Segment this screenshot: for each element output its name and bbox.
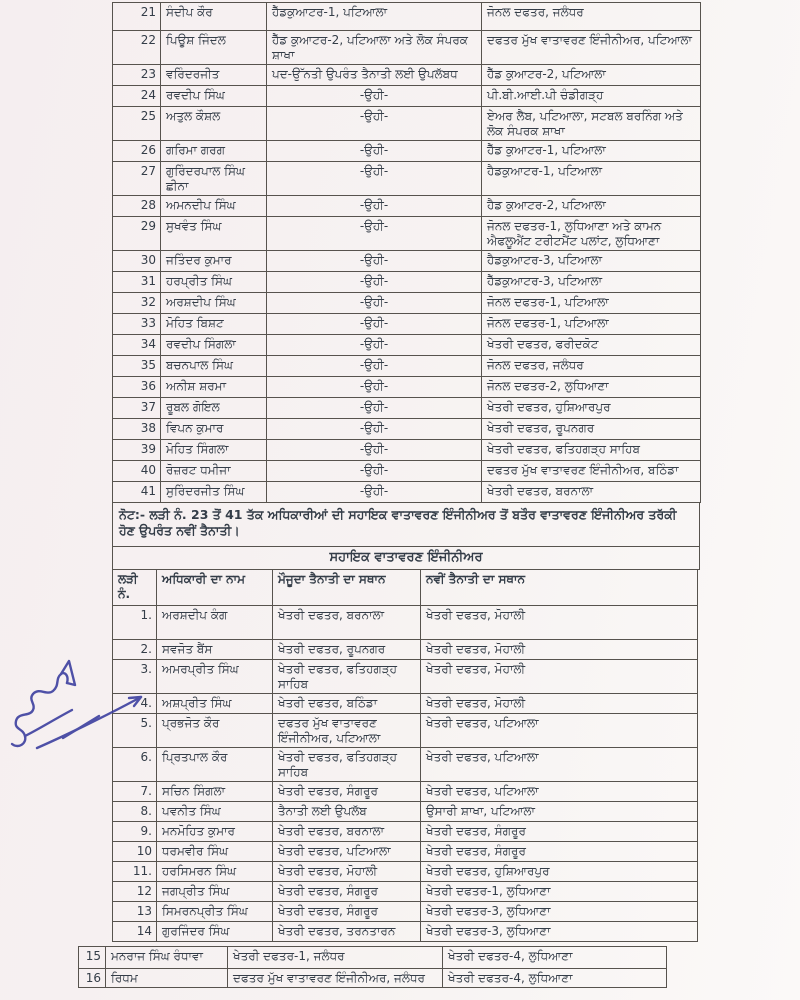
new-posting-cell: ਖੇਤਰੀ ਦਫਤਰ-3, ਲੁਧਿਆਣਾ	[421, 902, 698, 922]
serial-number-cell: 13	[113, 902, 157, 922]
table-row	[113, 842, 698, 862]
serial-number-cell: 1.	[113, 606, 157, 640]
current-posting-cell: -ਉਹੀ-	[267, 419, 482, 440]
current-posting-cell: -ਉਹੀ-	[267, 86, 482, 107]
current-posting-cell: -ਉਹੀ-	[267, 162, 482, 196]
table-row	[113, 640, 698, 660]
serial-number-cell: 10	[113, 842, 157, 862]
current-posting-cell: -ਉਹੀ-	[267, 141, 482, 162]
serial-number-cell: 7.	[113, 782, 157, 802]
serial-number-cell: 28	[113, 196, 161, 217]
new-posting-cell: ਜੋਨਲ ਦਫਤਰ, ਜਲੰਧਰ	[482, 356, 701, 377]
officer-name-cell: ਪਵਨੀਤ ਸਿੰਘ	[157, 802, 273, 822]
new-posting-cell: ਖੇਤਰੀ ਦਫਤਰ, ਹੁਸ਼ਿਆਰਪੁਰ	[421, 862, 698, 882]
current-posting-cell: -ਉਹੀ-	[267, 196, 482, 217]
table-header-row	[113, 570, 698, 606]
current-posting-cell: ਖੇਤਰੀ ਦਫਤਰ, ਤਰਨਤਾਰਨ	[273, 922, 421, 942]
serial-number-cell: 6.	[113, 748, 157, 782]
current-posting-cell: -ਉਹੀ-	[267, 440, 482, 461]
new-posting-cell: ਦਫਤਰ ਮੁੱਖ ਵਾਤਾਵਰਣ ਇੰਜੀਨੀਅਰ, ਬਠਿੰਡਾ	[482, 461, 701, 482]
current-posting-cell: ਖੇਤਰੀ ਦਫਤਰ, ਬਰਨਾਲਾ	[273, 822, 421, 842]
officer-name-cell: ਰਵਦੀਪ ਸਿੰਘ	[161, 86, 267, 107]
table-row	[113, 107, 701, 141]
continuation-table-block	[78, 946, 666, 988]
current-posting-cell: -ਉਹੀ-	[267, 377, 482, 398]
table-row	[113, 196, 701, 217]
officer-name-cell: ਸਵਜੋਤ ਬੈਂਸ	[157, 640, 273, 660]
new-posting-cell: ਹੈਡ ਕੁਆਟਰ-2, ਪਟਿਆਲਾ	[482, 196, 701, 217]
current-posting-cell: -ਉਹੀ-	[267, 461, 482, 482]
new-posting-cell: ਖੇਤਰੀ ਦਫਤਰ-4, ਲੁਧਿਆਣਾ	[443, 947, 667, 969]
section-title: ਸਹਾਇਕ ਵਾਤਾਵਰਣ ਇੰਜੀਨੀਅਰ	[112, 546, 700, 570]
new-posting-cell: ਖੇਤਰੀ ਦਫਤਰ, ਮੋਹਾਲੀ	[421, 606, 698, 640]
serial-number-cell: 40	[113, 461, 161, 482]
officer-name-cell: ਅਤੁਲ ਕੌਸ਼ਲ	[161, 107, 267, 141]
new-posting-cell: ਹੈੱਡ ਕੁਆਟਰ-1, ਪਟਿਆਲਾ	[482, 141, 701, 162]
table-row	[113, 162, 701, 196]
serial-number-cell: 15	[79, 947, 106, 969]
officer-name-cell: ਵਿਪਨ ਕੁਮਾਰ	[161, 419, 267, 440]
handwritten-signature	[2, 658, 154, 766]
table-row	[113, 802, 698, 822]
table-row	[113, 293, 701, 314]
new-posting-cell: ਖੇਤਰੀ ਦਫਤਰ, ਸੰਗਰੂਰ	[421, 842, 698, 862]
new-posting-cell: ਦਫਤਰ ਮੁੱਖ ਵਾਤਾਵਰਣ ਇੰਜੀਨੀਅਰ, ਪਟਿਆਲਾ	[482, 31, 701, 65]
officer-name-cell: ਸੁਖਵੰਤ ਸਿੰਘ	[161, 217, 267, 251]
table-row	[79, 947, 667, 969]
current-posting-cell: ਖੇਤਰੀ ਦਫਤਰ, ਮੋਹਾਲੀ	[273, 862, 421, 882]
serial-number-cell: 34	[113, 335, 161, 356]
officer-name-cell: ਸੁਰਿੰਦਰਜੀਤ ਸਿੰਘ	[161, 482, 267, 503]
serial-number-cell: 41	[113, 482, 161, 503]
officer-name-cell: ਮਨਮੋਹਿਤ ਕੁਮਾਰ	[157, 822, 273, 842]
officer-name-cell: ਪ੍ਰਿਤਪਾਲ ਕੌਰ	[157, 748, 273, 782]
serial-header: ਲੜੀ ਨੰ.	[113, 570, 157, 606]
current-posting-cell: ਖੇਤਰੀ ਦਫਤਰ, ਪਟਿਆਲਾ	[273, 842, 421, 862]
new-posting-cell: ਉਸਾਰੀ ਸ਼ਾਖਾ, ਪਟਿਆਲਾ	[421, 802, 698, 822]
officer-name-cell: ਅਮਰਪ੍ਰੀਤ ਸਿੰਘ	[157, 660, 273, 694]
officer-name-cell: ਜਤਿੰਦਰ ਕੁਮਾਰ	[161, 251, 267, 272]
new-posting-cell: ਜੋਨਲ ਦਫਤਰ-2, ਲੁਧਿਆਣਾ	[482, 377, 701, 398]
serial-number-cell: 8.	[113, 802, 157, 822]
table-row	[113, 217, 701, 251]
officer-name-cell: ਹਰਸਿਮਰਨ ਸਿੰਘ	[157, 862, 273, 882]
new-posting-cell: ਖੇਤਰੀ ਦਫਤਰ-1, ਲੁਧਿਆਣਾ	[421, 882, 698, 902]
new-posting-cell: ਖੇਤਰੀ ਦਫਤਰ, ਪਟਿਆਲਾ	[421, 714, 698, 748]
serial-number-cell: 39	[113, 440, 161, 461]
serial-number-cell: 9.	[113, 822, 157, 842]
officer-name-cell: ਜਗਪ੍ਰੀਤ ਸਿੰਘ	[157, 882, 273, 902]
new-posting-cell: ਖੇਤਰੀ ਦਫਤਰ, ਪਟਿਆਲਾ	[421, 748, 698, 782]
serial-number-cell: 29	[113, 217, 161, 251]
table-row	[113, 882, 698, 902]
serial-number-cell: 32	[113, 293, 161, 314]
new-posting-cell: ਜੋਨਲ ਦਫਤਰ, ਜਲੰਧਰ	[482, 3, 701, 31]
new-posting-cell: ਜੋਨਲ ਦਫਤਰ-1, ਲੁਧਿਆਣਾ ਅਤੇ ਕਾਮਨ ਐਫਲੂਐਂਟ ਟਰੀਟਮੈਂਟ ਪਲਾਂਟ, ਲੁਧਿਆਣਾ	[482, 217, 701, 251]
current-posting-cell: ਖੇਤਰੀ ਦਫਤਰ-1, ਜਲੰਧਰ	[228, 947, 443, 969]
serial-number-cell: 22	[113, 31, 161, 65]
officer-name-cell: ਵਰਿੰਦਰਜੀਤ	[161, 65, 267, 86]
officer-name-cell: ਗੁਰਿੰਦਰਪਾਲ ਸਿੰਘ ਛੀਨਾ	[161, 162, 267, 196]
table-row	[113, 922, 698, 942]
officer-name-cell: ਅਨੀਸ਼ ਸ਼ਰਮਾ	[161, 377, 267, 398]
table-row	[113, 65, 701, 86]
current-posting-cell: ਖੇਤਰੀ ਦਫਤਰ, ਸੰਗਰੂਰ	[273, 782, 421, 802]
current-posting-cell: ਖੇਤਰੀ ਦਫਤਰ, ਸੰਗਰੂਰ	[273, 882, 421, 902]
current-posting-cell: ਖੇਤਰੀ ਦਫਤਰ, ਰੂਪਨਗਰ	[273, 640, 421, 660]
new-posting-cell: ਖੇਤਰੀ ਦਫਤਰ, ਸੰਗਰੂਰ	[421, 822, 698, 842]
officer-name-cell: ਸਚਿਨ ਸਿੰਗਲਾ	[157, 782, 273, 802]
current-posting-cell: ਹੈੱਡਕੁਆਟਰ-1, ਪਟਿਆਲਾ	[267, 3, 482, 31]
officer-name-cell: ਰੂਬਲ ਗੋਇਲ	[161, 398, 267, 419]
note-text: ਨੋਟ:- ਲੜੀ ਨੰ. 23 ਤੋਂ 41 ਤੱਕ ਅਧਿਕਾਰੀਆਂ ਦੀ ਸਹਾਇਕ ਵਾਤਾਵਰਣ ਇੰਜੀਨੀਅਰ ਤੋਂ ਬਤੌਰ ਵਾਤਾਵਰਣ ਇੰਜੀਨੀਅਰ ਤਰੱਕੀ ਹੋਣ ਉਪਰੰਤ ਨਵੀਂ ਤੈਨਾਤੀ।	[119, 507, 677, 538]
current-posting-cell: -ਉਹੀ-	[267, 482, 482, 503]
table-row	[113, 862, 698, 882]
new-posting-cell: ਏਅਰ ਲੈਬ, ਪਟਿਆਲਾ, ਸਟਬਲ ਬਰਨਿੰਗ ਅਤੇ ਲੋਕ ਸੰਪਰਕ ਸ਼ਾਖਾ	[482, 107, 701, 141]
table-row	[113, 3, 701, 31]
serial-number-cell: 24	[113, 86, 161, 107]
officer-name-cell: ਰਵਦੀਪ ਸਿੰਗਲਾ	[161, 335, 267, 356]
current-posting-cell: -ਉਹੀ-	[267, 335, 482, 356]
current-posting-cell: ਖੇਤਰੀ ਦਫਤਰ, ਫਤਿਹਗੜ੍ਹ ਸਾਹਿਬ	[273, 748, 421, 782]
new-posting-cell: ਖੇਤਰੀ ਦਫਤਰ-3, ਲੁਧਿਆਣਾ	[421, 922, 698, 942]
table-row	[113, 461, 701, 482]
current-posting-cell: ਹੈੱਡ ਕੁਆਟਰ-2, ਪਟਿਆਲਾ ਅਤੇ ਲੋਕ ਸੰਪਰਕ ਸ਼ਾਖਾ	[267, 31, 482, 65]
new-posting-cell: ਖੇਤਰੀ ਦਫਤਰ, ਮੋਹਾਲੀ	[421, 640, 698, 660]
current-posting-cell: -ਉਹੀ-	[267, 356, 482, 377]
officer-name-cell: ਮੋਹਿਤ ਸਿੰਗਲਾ	[161, 440, 267, 461]
new-posting-cell: ਖੇਤਰੀ ਦਫਤਰ, ਫਰੀਦਕੋਟ	[482, 335, 701, 356]
current-posting-cell: ਖੇਤਰੀ ਦਫਤਰ, ਸੰਗਰੂਰ	[273, 902, 421, 922]
table-row	[113, 902, 698, 922]
officer-name-cell: ਅਰਸ਼ਦੀਪ ਕੰਗ	[157, 606, 273, 640]
officer-name-cell: ਅਮਨਦੀਪ ਸਿੰਘ	[161, 196, 267, 217]
current-posting-cell: -ਉਹੀ-	[267, 107, 482, 141]
current-posting-cell: -ਉਹੀ-	[267, 251, 482, 272]
current-posting-cell: -ਉਹੀ-	[267, 398, 482, 419]
serial-number-cell: 4.	[113, 694, 157, 714]
officer-name-header: ਅਧਿਕਾਰੀ ਦਾ ਨਾਮ	[157, 570, 273, 606]
table-row	[113, 356, 701, 377]
current-posting-cell: ਖੇਤਰੀ ਦਫਤਰ, ਬਰਨਾਲਾ	[273, 606, 421, 640]
table-row	[113, 251, 701, 272]
current-posting-cell: ਖੇਤਰੀ ਦਫਤਰ, ਬਠਿੰਡਾ	[273, 694, 421, 714]
officer-name-cell: ਸਿਮਰਨਪ੍ਰੀਤ ਸਿੰਘ	[157, 902, 273, 922]
new-posting-cell: ਖੇਤਰੀ ਦਫਤਰ, ਰੂਪਨਗਰ	[482, 419, 701, 440]
current-posting-header: ਮੌਜੂਦਾ ਤੈਨਾਤੀ ਦਾ ਸਥਾਨ	[273, 570, 421, 606]
current-posting-cell: -ਉਹੀ-	[267, 217, 482, 251]
serial-number-cell: 3.	[113, 660, 157, 694]
officer-name-cell: ਰਿਧਮ	[106, 969, 228, 988]
serial-number-cell: 35	[113, 356, 161, 377]
serial-number-cell: 16	[79, 969, 106, 988]
current-posting-cell: -ਉਹੀ-	[267, 293, 482, 314]
new-posting-cell: ਹੈਡਕੁਆਟਰ-3, ਪਟਿਆਲਾ	[482, 251, 701, 272]
current-posting-cell: ਪਦ-ਉੱਨਤੀ ਉਪਰੰਤ ਤੈਨਾਤੀ ਲਈ ਉਪਲੱਬਧ	[267, 65, 482, 86]
officer-name-cell: ਪਿਊਸ਼ ਜਿੰਦਲ	[161, 31, 267, 65]
serial-number-cell: 11.	[113, 862, 157, 882]
table-row	[113, 86, 701, 107]
table-row	[113, 694, 698, 714]
table-row	[79, 969, 667, 988]
current-posting-cell: -ਉਹੀ-	[267, 314, 482, 335]
main-document-block	[112, 2, 700, 942]
new-posting-cell: ਹੈੱਡ ਕੁਆਟਰ-2, ਪਟਿਆਲਾ	[482, 65, 701, 86]
serial-number-cell: 2.	[113, 640, 157, 660]
serial-number-cell: 14	[113, 922, 157, 942]
serial-number-cell: 23	[113, 65, 161, 86]
officer-name-cell: ਮੋਹਿਤ ਬਿਸ਼ਟ	[161, 314, 267, 335]
serial-number-cell: 33	[113, 314, 161, 335]
continuation-table	[78, 946, 667, 988]
new-posting-cell: ਜੋਨਲ ਦਫਤਰ-1, ਪਟਿਆਲਾ	[482, 293, 701, 314]
serial-number-cell: 5.	[113, 714, 157, 748]
officer-name-cell: ਅਰਸ਼ਦੀਪ ਸਿੰਘ	[161, 293, 267, 314]
current-posting-cell: ਦਫਤਰ ਮੁੱਖ ਵਾਤਾਵਰਣ ਇੰਜੀਨੀਅਰ, ਜਲੰਧਰ	[228, 969, 443, 988]
serial-number-cell: 26	[113, 141, 161, 162]
table-row	[113, 31, 701, 65]
new-posting-cell: ਹੈੱਡਕੁਆਟਰ-3, ਪਟਿਆਲਾ	[482, 272, 701, 293]
officer-name-cell: ਗੁਰਜਿੰਦਰ ਸਿੰਘ	[157, 922, 273, 942]
table-row	[113, 822, 698, 842]
table-row	[113, 419, 701, 440]
serial-number-cell: 36	[113, 377, 161, 398]
serial-number-cell: 12	[113, 882, 157, 902]
new-posting-header: ਨਵੀਂ ਤੈਨਾਤੀ ਦਾ ਸਥਾਨ	[421, 570, 698, 606]
table-row	[113, 748, 698, 782]
promoted-officers-table	[112, 2, 701, 503]
new-posting-cell: ਖੇਤਰੀ ਦਫਤਰ-4, ਲੁਧਿਆਣਾ	[443, 969, 667, 988]
officer-name-cell: ਰੋਜ਼ਰਟ ਧਮੀਜਾ	[161, 461, 267, 482]
officer-name-cell: ਸੰਦੀਪ ਕੌਰ	[161, 3, 267, 31]
serial-number-cell: 25	[113, 107, 161, 141]
officer-name-cell: ਗਰਿਮਾ ਗਰਗ	[161, 141, 267, 162]
table-row	[113, 335, 701, 356]
table-row	[113, 660, 698, 694]
table-row	[113, 440, 701, 461]
new-posting-cell: ਜੋਨਲ ਦਫਤਰ-1, ਪਟਿਆਲਾ	[482, 314, 701, 335]
assistant-engineers-table	[112, 569, 698, 942]
officer-name-cell: ਅਸ਼ਪ੍ਰੀਤ ਸਿੰਘ	[157, 694, 273, 714]
officer-name-cell: ਬਚਨਪਾਲ ਸਿੰਘ	[161, 356, 267, 377]
note-box	[112, 502, 700, 547]
table-row	[113, 606, 698, 640]
officer-name-cell: ਧਰਮਵੀਰ ਸਿੰਘ	[157, 842, 273, 862]
new-posting-cell: ਖੇਤਰੀ ਦਫਤਰ, ਹੁਸ਼ਿਆਰਪੁਰ	[482, 398, 701, 419]
serial-number-cell: 27	[113, 162, 161, 196]
table-row	[113, 314, 701, 335]
new-posting-cell: ਖੇਤਰੀ ਦਫਤਰ, ਮੋਹਾਲੀ	[421, 694, 698, 714]
officer-name-cell: ਪ੍ਰਭਜੋਤ ਕੌਰ	[157, 714, 273, 748]
table-row	[113, 272, 701, 293]
current-posting-cell: ਦਫਤਰ ਮੁੱਖ ਵਾਤਾਵਰਣ ਇੰਜੀਨੀਅਰ, ਪਟਿਆਲਾ	[273, 714, 421, 748]
table-row	[113, 377, 701, 398]
current-posting-cell: ਤੈਨਾਤੀ ਲਈ ਉਪਲੱਬ	[273, 802, 421, 822]
serial-number-cell: 30	[113, 251, 161, 272]
new-posting-cell: ਹੈਡਕੁਆਟਰ-1, ਪਟਿਆਲਾ	[482, 162, 701, 196]
new-posting-cell: ਖੇਤਰੀ ਦਫਤਰ, ਪਟਿਆਲਾ	[421, 782, 698, 802]
serial-number-cell: 37	[113, 398, 161, 419]
table-row	[113, 782, 698, 802]
new-posting-cell: ਖੇਤਰੀ ਦਫਤਰ, ਫਤਿਹਗੜ੍ਹ ਸਾਹਿਬ	[482, 440, 701, 461]
current-posting-cell: -ਉਹੀ-	[267, 272, 482, 293]
table-row	[113, 714, 698, 748]
serial-number-cell: 31	[113, 272, 161, 293]
serial-number-cell: 21	[113, 3, 161, 31]
officer-name-cell: ਮਨਰਾਜ ਸਿੰਘ ਰੰਧਾਵਾ	[106, 947, 228, 969]
table-row	[113, 141, 701, 162]
officer-name-cell: ਹਰਪ੍ਰੀਤ ਸਿੰਘ	[161, 272, 267, 293]
new-posting-cell: ਖੇਤਰੀ ਦਫਤਰ, ਬਰਨਾਲਾ	[482, 482, 701, 503]
current-posting-cell: ਖੇਤਰੀ ਦਫਤਰ, ਫਤਿਹਗੜ੍ਹ ਸਾਹਿਬ	[273, 660, 421, 694]
new-posting-cell: ਪੀ.ਬੀ.ਆਈ.ਪੀ ਚੰਡੀਗੜ੍ਹ	[482, 86, 701, 107]
table-row	[113, 398, 701, 419]
new-posting-cell: ਖੇਤਰੀ ਦਫਤਰ, ਮੋਹਾਲੀ	[421, 660, 698, 694]
table-row	[113, 482, 701, 503]
serial-number-cell: 38	[113, 419, 161, 440]
